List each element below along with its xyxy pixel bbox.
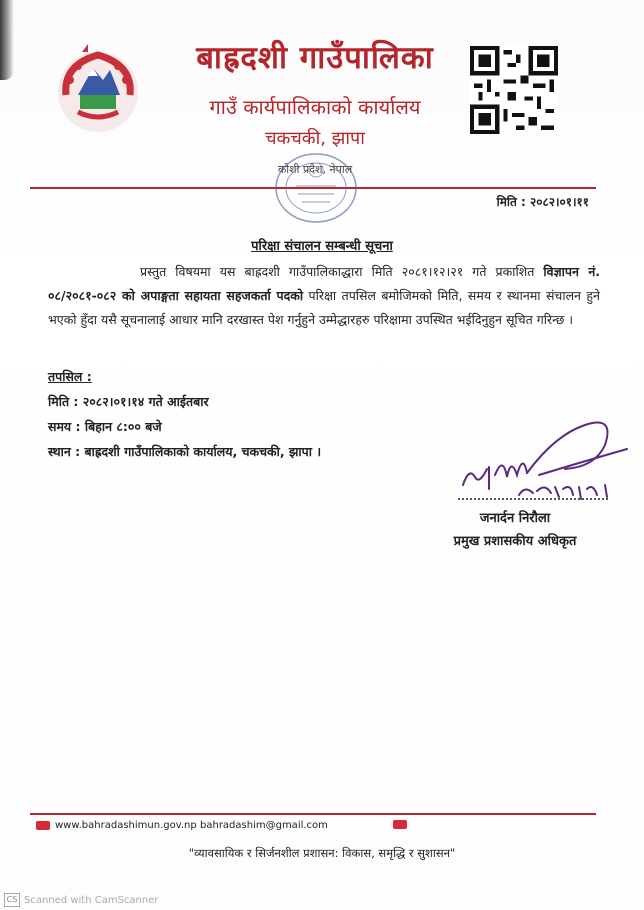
schedule-time: समय : बिहान ८:०० बजे (48, 419, 162, 434)
notice-body-end: परिक्षा तपसिल बमोजिमको मिति, समय र स्थानमा संचालन हुने भएको हुँदा यसै सूचनालाई आधार मानि दरखास्त पेश गर्नुहुने उम्मेद्धारहरु परिक्षामा उपस्थित भईदिनुहुन सूचित गरिन्छ । (48, 288, 600, 327)
office-location: चकचकी, झापा (265, 128, 365, 149)
footer-motto: "व्यावसायिक र सिर्जनशील प्रशासन: विकास, समृद्धि र सुशासन" (188, 846, 456, 860)
nepal-emblem-logo (48, 40, 148, 140)
footer-divider (30, 813, 596, 815)
notice-body-start: प्रस्तुत विषयमा यस बाह्रदशी गाउँपालिकाद्धारा मिति २०८१।१२।२१ गते प्रकाशित (140, 264, 544, 279)
schedule-date: मिति : २०८२।०१।१४ गते आईतबार (48, 394, 209, 409)
office-name: गाउँ कार्यपालिकाको कार्यालय (209, 95, 421, 119)
watermark-text: Scanned with CamScanner (24, 894, 159, 906)
signatory-designation: प्रमुख प्रशासकीय अधिकृत (453, 534, 577, 549)
footer-email (200, 820, 328, 831)
schedule-venue: स्थान : बाह्रदशी गाउँपालिकाको कार्यालय, चकचकी, झापा । (48, 444, 322, 459)
province-line: कोशी प्रदेश, नेपाल (277, 163, 353, 176)
website-text: www.bahradashimun.gov.np (55, 820, 197, 831)
footer-mail-icon-wrap (393, 820, 407, 829)
notice-body (48, 260, 600, 332)
web-icon (36, 821, 50, 830)
mail-icon (393, 820, 407, 829)
scan-edge-shadow (0, 0, 14, 80)
camscanner-icon: CS (4, 893, 20, 907)
signatory-name: जनार्दन निरौला (479, 511, 551, 526)
scanner-watermark (4, 893, 159, 907)
handwritten-signature (455, 405, 630, 505)
notice-body-bold: विज्ञापन नं. ०८/२०८१-०८२ को अपाङ्गता सहायता सहजकर्ता पदको (48, 264, 601, 303)
office-stamp (272, 150, 360, 226)
signature-line (458, 498, 608, 500)
schedule-label: तपसिल : (48, 369, 92, 384)
footer-website (36, 820, 197, 831)
qr-code-icon (470, 46, 558, 134)
notice-date: मिति : २०८२।०१।११ (496, 195, 589, 209)
email-text: bahradashim@gmail.com (200, 820, 328, 831)
notice-title: परिक्षा संचालन सम्बन्धी सूचना (251, 239, 393, 254)
municipality-name: बाह्रदशी गाउँपालिका (196, 40, 434, 76)
